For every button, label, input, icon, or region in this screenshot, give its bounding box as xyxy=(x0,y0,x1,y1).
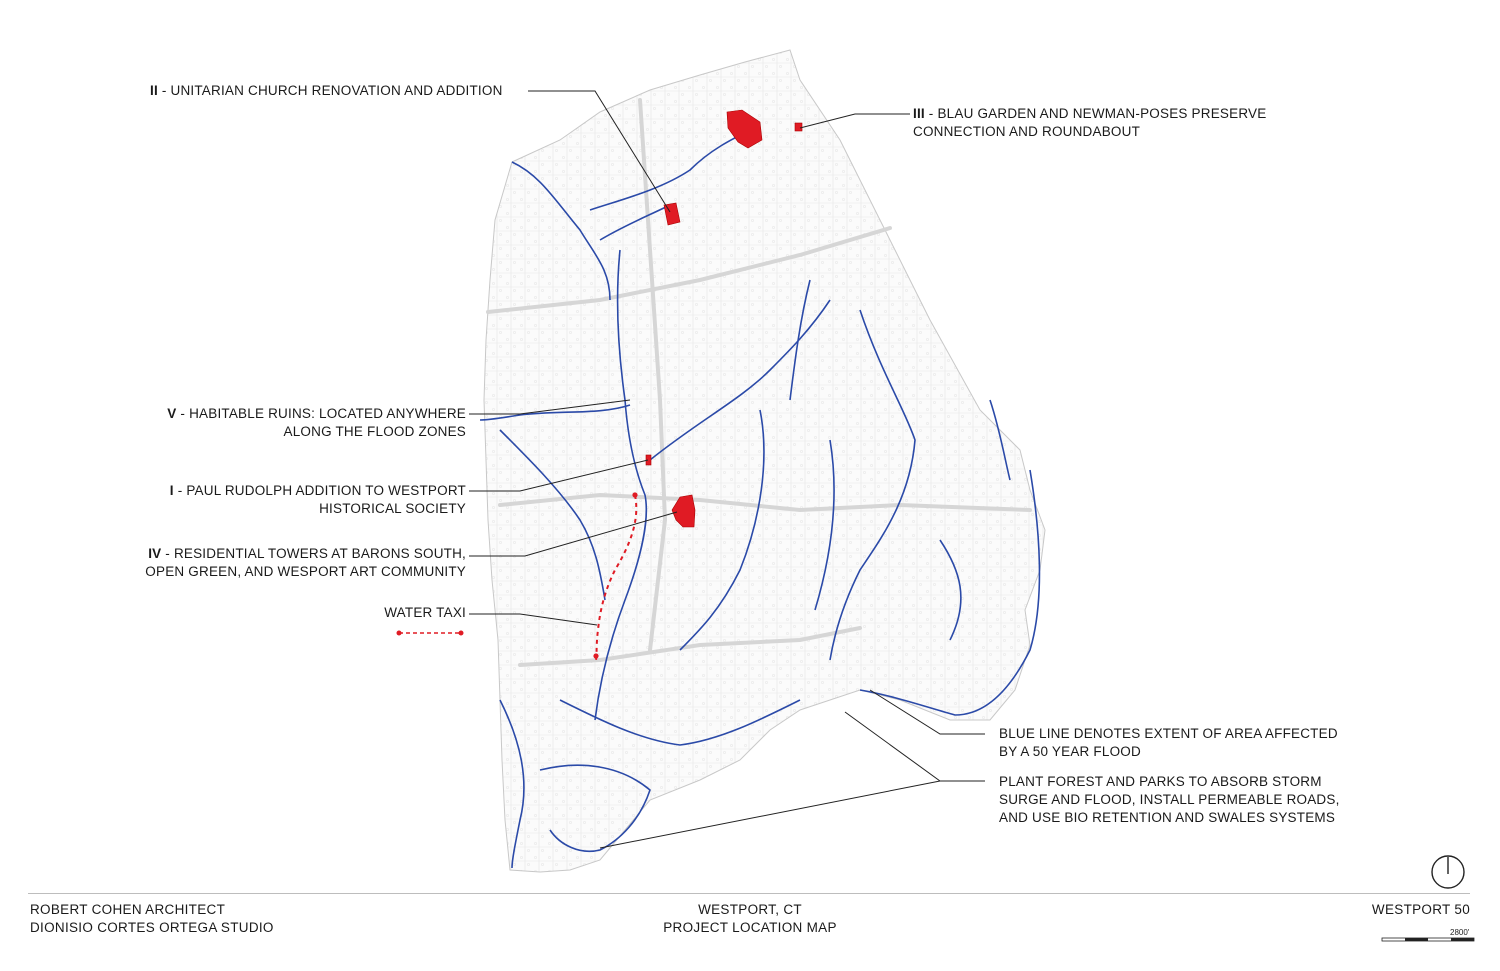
label-iv: IV - RESIDENTIAL TOWERS AT BARONS SOUTH, OPEN GREEN, AND WESPORT ART COMMUNITY xyxy=(145,546,466,579)
firm-name: DIONISIO CORTES ORTEGA STUDIO xyxy=(30,920,274,935)
scale-label: 2800' xyxy=(1450,928,1470,937)
label-i: I - PAUL RUDOLPH ADDITION TO WESTPORT HISTORICAL SOCIETY xyxy=(169,483,466,516)
water-taxi-legend xyxy=(397,631,464,636)
north-arrow-icon xyxy=(1432,856,1464,888)
location-name: WESTPORT, CT xyxy=(698,902,802,917)
sheet-title: PROJECT LOCATION MAP xyxy=(663,920,837,935)
footer-title xyxy=(600,901,900,937)
footer-rule xyxy=(28,893,1470,894)
label-flood-extent: BLUE LINE DENOTES EXTENT OF AREA AFFECTED BY A 50 YEAR FLOOD xyxy=(999,726,1338,759)
label-plant-forest: PLANT FOREST AND PARKS TO ABSORB STORM SURGE AND FLOOD, INSTALL PERMEABLE ROADS, AND USE BIO RETENTION AND SWALES SYSTEMS xyxy=(999,774,1340,825)
label-v: V - HABITABLE RUINS: LOCATED ANYWHERE ALONG THE FLOOD ZONES xyxy=(167,406,466,439)
label-iii: III - BLAU GARDEN AND NEWMAN-POSES PRESERVE CONNECTION AND ROUNDABOUT xyxy=(913,106,1267,139)
firm-name: ROBERT COHEN ARCHITECT xyxy=(30,902,226,917)
scale-bar xyxy=(1382,938,1474,941)
label-ii: II - UNITARIAN CHURCH RENOVATION AND ADDITION xyxy=(150,83,503,98)
footer-project: WESTPORT 50 xyxy=(1371,902,1470,917)
site-iii-roundabout xyxy=(795,123,802,131)
label-water-taxi: WATER TAXI xyxy=(384,605,466,620)
footer-firms xyxy=(30,901,274,937)
water-taxi-stop xyxy=(593,653,598,658)
water-taxi-stop xyxy=(632,492,637,497)
